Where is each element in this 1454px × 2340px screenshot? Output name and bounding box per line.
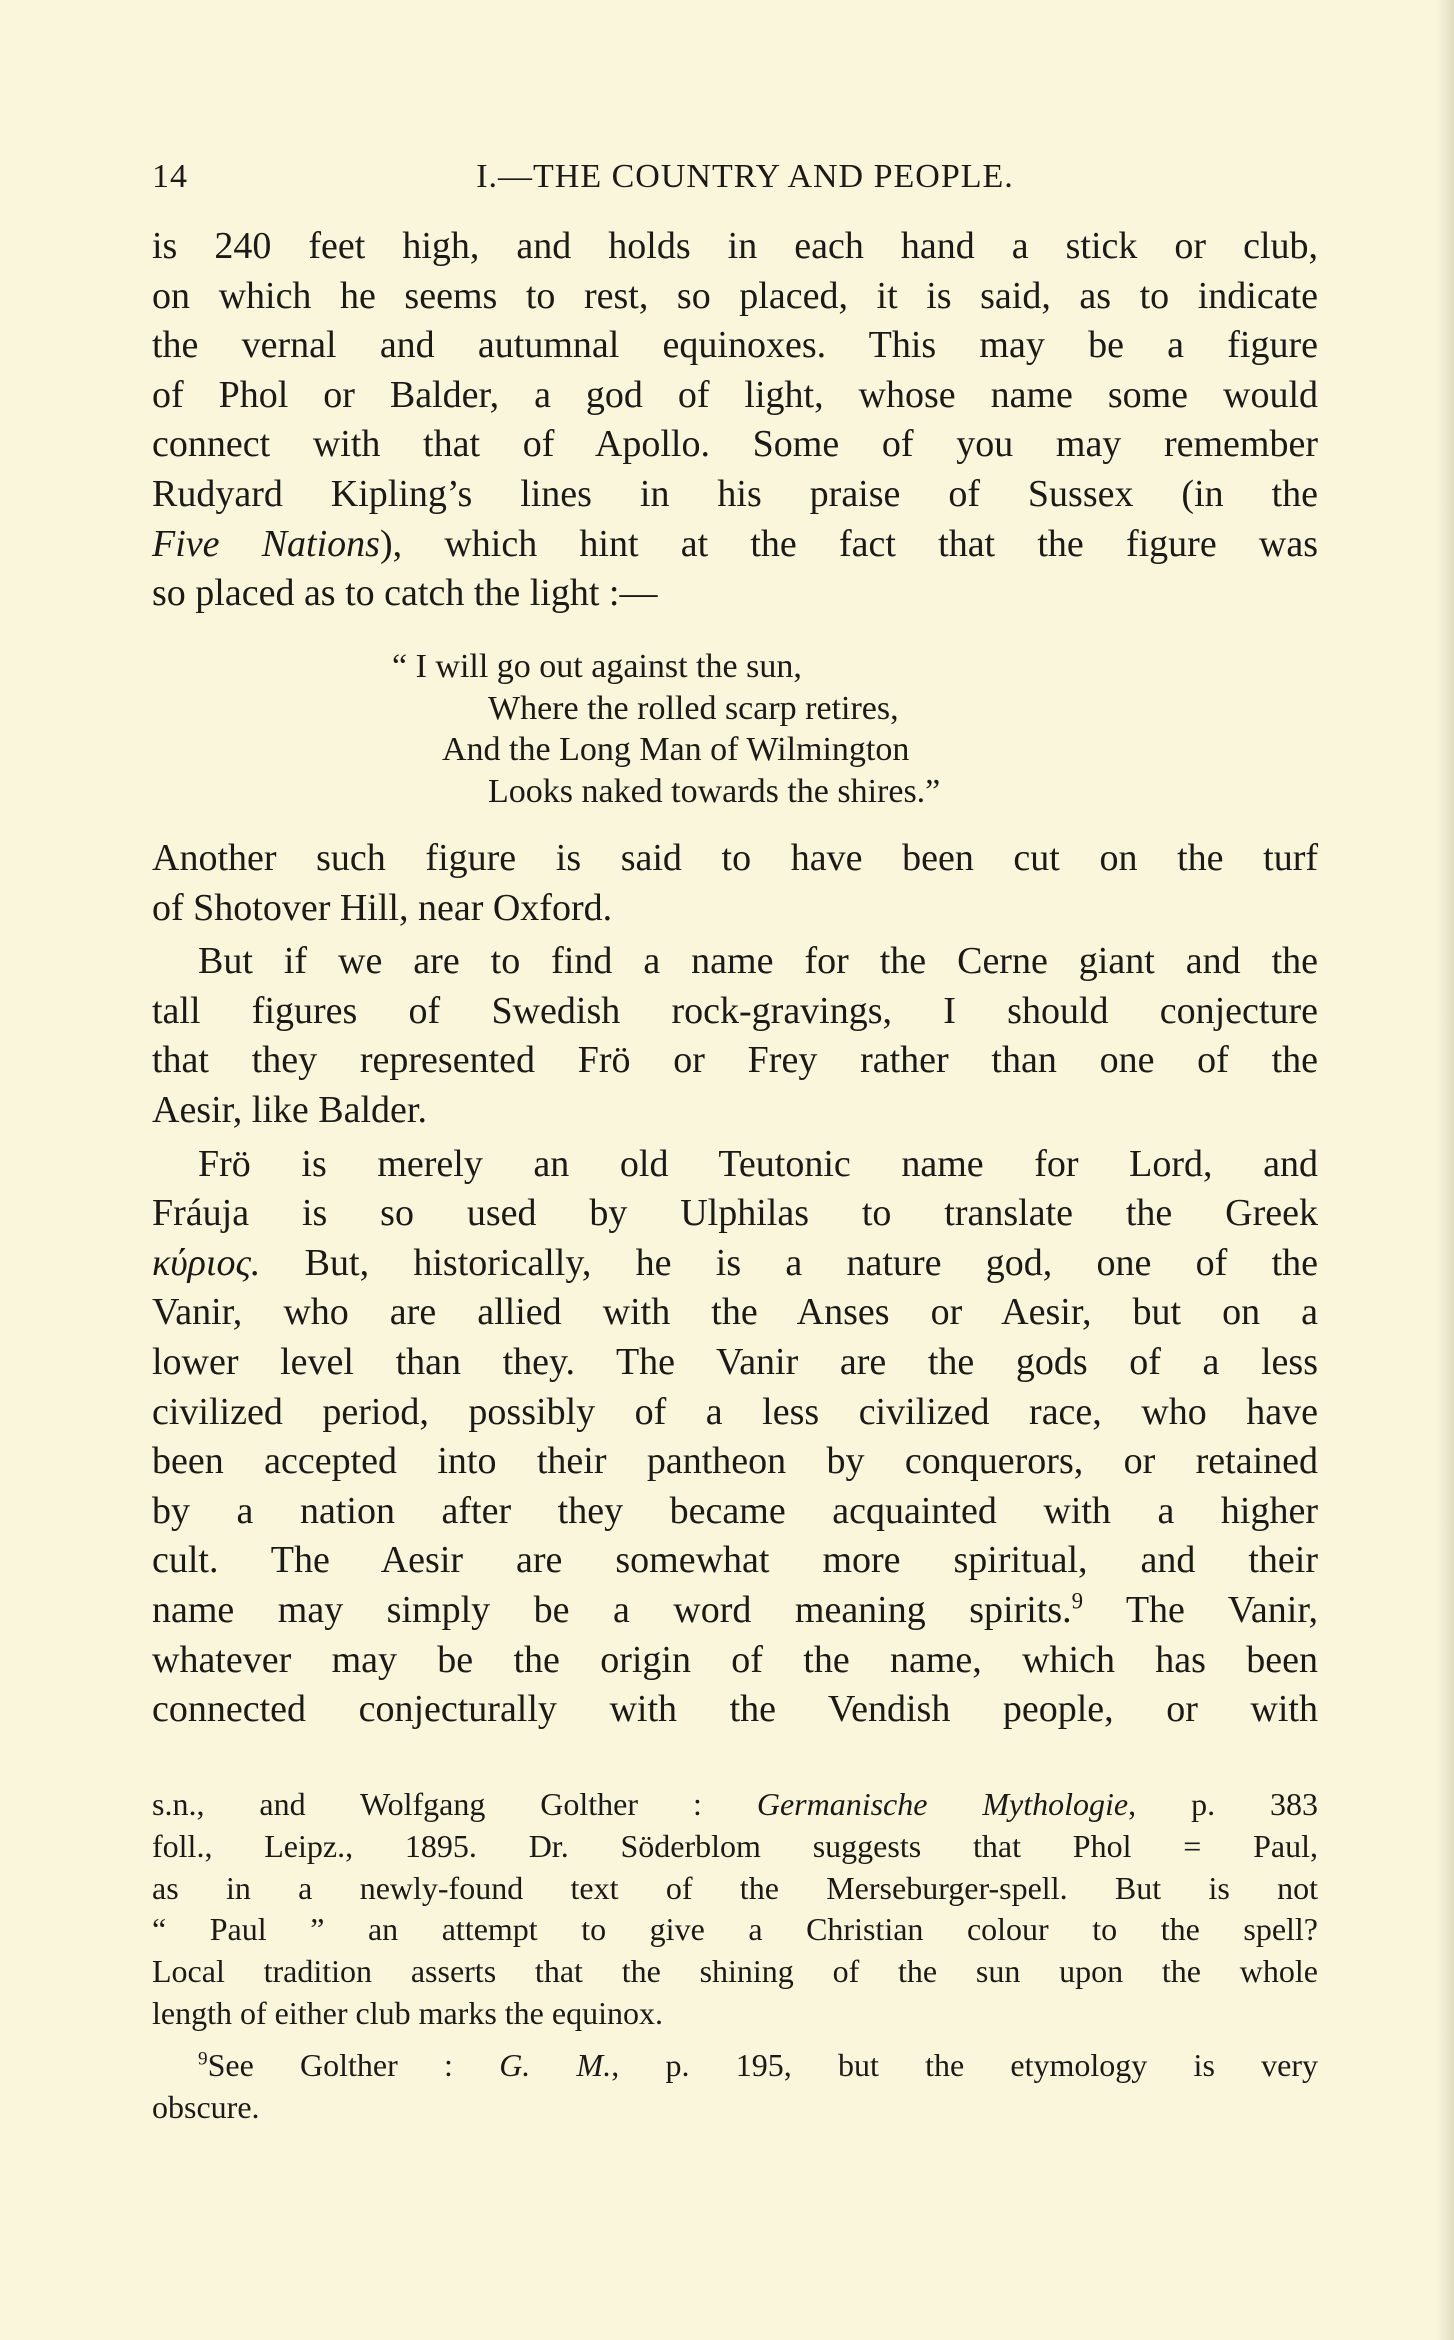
text-line: whatever may be the origin of the name, which has been [152,1638,1318,1681]
verse-line: Where the rolled scarp retires, [488,689,899,727]
text-fragment: , p. 195, but the etymology is very [611,2046,1319,2083]
text-line: that they represented Frö or Frey rather than one of the [152,1039,1318,1082]
note-line [152,1784,1318,1826]
text-fragment: ), which hint at the fact that the figure was [379,522,1318,565]
footnotes [152,1784,1318,2128]
page-edge-shadow [1436,0,1454,2340]
text-line [152,1586,1318,1636]
page-number: 14 [152,158,188,195]
footnote-continuation [152,1784,1318,2035]
note-line: Local tradition asserts that the shining of the sun upon the whole [152,1953,1318,1990]
book-title-italic: Five Nations [152,522,380,565]
footnote-9 [152,2045,1318,2129]
footnote-ref-9: 9 [1071,1588,1084,1614]
note-line: obscure. [152,2088,260,2125]
footnote-marker: 9 [198,2048,208,2070]
note-line: foll., Leipz., 1895. Dr. Söderblom suggests that Phol = Paul, [152,1827,1318,1864]
paragraph-3 [152,937,1318,1135]
verse-line: “ I will go out against the sun, [392,648,802,685]
greek-word: κύριος. [152,1241,261,1284]
text-line: civilized period, possibly of a less civilized race, who have [152,1390,1318,1433]
note-gap [152,2035,1318,2045]
abbrev-italic: G. M. [499,2046,612,2083]
verse-quotation [392,646,940,812]
verse-line: Looks naked towards the shires.” [488,772,941,810]
text-fragment: s.n., and Wolfgang Golther : [152,1786,757,1822]
text-line: Frö is merely an old Teutonic name for Lord, and [198,1142,1318,1185]
text-line: is 240 feet high, and holds in each hand a stick or club, [152,225,1318,267]
text-line: connect with that of Apollo. Some of you may remember [152,423,1318,466]
note-line: as in a newly-found text of the Merseburger-spell. But is not [152,1869,1318,1906]
main-text-bottom [152,834,1318,1735]
text-line: Another such figure is said to have been cut on the turf [152,837,1318,879]
text-line [152,520,1318,570]
chapter-title: I.—THE COUNTRY AND PEOPLE. [476,158,1014,195]
paragraph-1 [152,222,1318,619]
running-head [152,158,1318,208]
text-fragment: See Golther : [207,2046,500,2083]
text-line: Fráuja is so used by Ulphilas to translate the Greek [152,1192,1318,1235]
text-line: of Phol or Balder, a god of light, whose name some would [152,373,1318,416]
paragraph-4 [152,1140,1318,1735]
text-line: on which he seems to rest, so placed, it is said, as to indicate [152,274,1318,317]
text-fragment: The Vanir, [1083,1588,1318,1631]
paragraph-2 [152,834,1318,933]
text-fragment: name may simply be a word meaning spirits. [152,1588,1072,1631]
text-line: so placed as to catch the light :— [152,572,658,615]
text-fragment: But, historically, he is a nature god, one of the [260,1241,1318,1284]
note-line: length of either club marks the equinox. [152,1994,663,2031]
text-line: tall figures of Swedish rock-gravings, I should conjecture [152,989,1318,1032]
text-fragment: , p. 383 [1128,1786,1319,1822]
text-line: of Shotover Hill, near Oxford. [152,886,613,929]
text-line: But if we are to find a name for the Cerne giant and the [198,940,1318,983]
note-line [152,2045,1318,2087]
note-line: “ Paul ” an attempt to give a Christian colour to the spell? [152,1911,1318,1948]
text-line: been accepted into their pantheon by conquerors, or retained [152,1440,1318,1483]
text-line: Aesir, like Balder. [152,1088,427,1131]
text-line: Vanir, who are allied with the Anses or Aesir, but on a [152,1291,1318,1334]
text-line: by a nation after they became acquainted with a higher [152,1489,1318,1532]
book-title-italic: Germanische Mythologie [756,1786,1129,1822]
text-line: the vernal and autumnal equinoxes. This may be a figure [152,324,1318,367]
text-line: Rudyard Kipling’s lines in his praise of Sussex (in the [152,472,1318,515]
text-line: lower level than they. The Vanir are the gods of a less [152,1340,1318,1383]
text-line: connected conjecturally with the Vendish people, or with [152,1688,1318,1731]
main-text-top [152,222,1318,619]
verse-line: And the Long Man of Wilmington [442,731,910,768]
text-line: cult. The Aesir are somewhat more spiritual, and their [152,1539,1318,1582]
text-line [152,1239,1318,1289]
